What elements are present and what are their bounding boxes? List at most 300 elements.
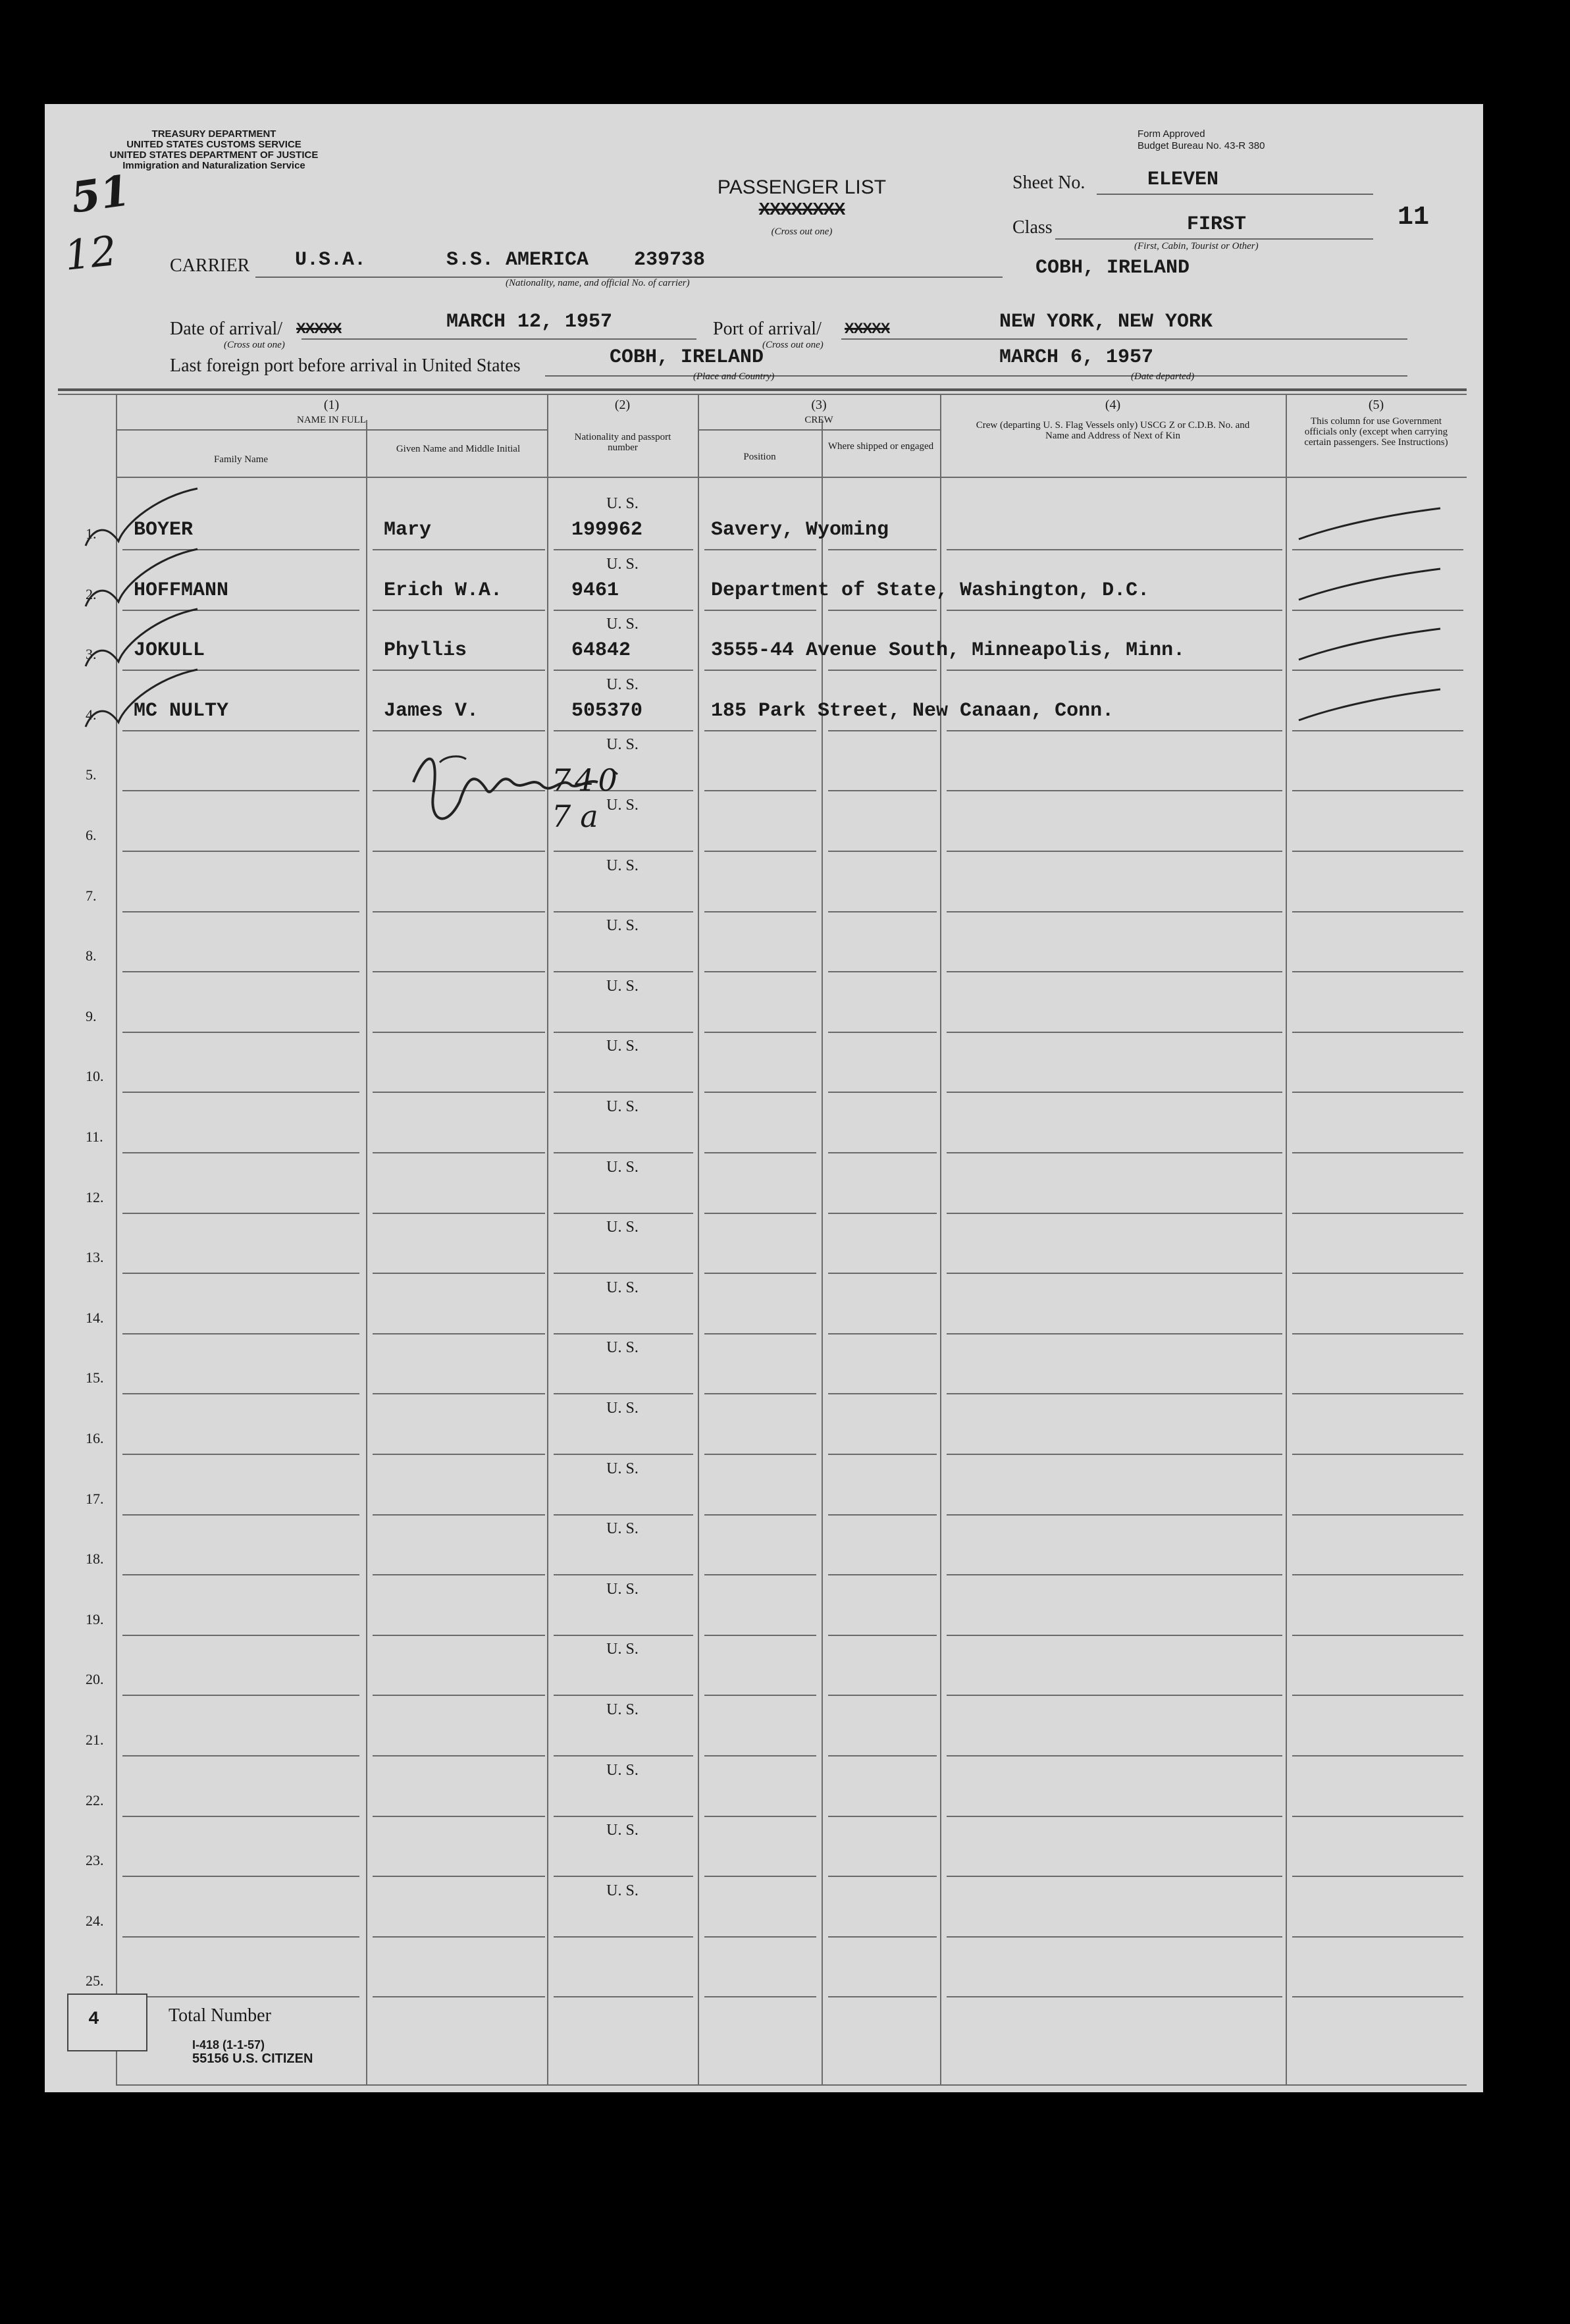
row-rule xyxy=(947,1032,1282,1033)
row-number: 4. xyxy=(86,706,97,723)
nationality: U. S. xyxy=(606,797,639,814)
row-number: 9. xyxy=(86,1008,97,1024)
row-rule xyxy=(828,1755,937,1756)
row-rule xyxy=(704,1333,816,1334)
col5-number: (5) xyxy=(1368,398,1384,412)
date-departed-value: MARCH 6, 1957 xyxy=(999,346,1154,369)
col5-title: This column for use Government officials only (except when carrying certain passengers. See Instructions) xyxy=(1304,416,1448,448)
col3-where-header: Where shipped or engaged xyxy=(827,441,934,452)
row-rule xyxy=(554,549,693,550)
row-rule xyxy=(1292,1393,1463,1394)
row-rule xyxy=(1292,1273,1463,1274)
row-number: 14. xyxy=(86,1309,104,1326)
row-rule xyxy=(373,1273,545,1274)
row-rule xyxy=(1292,1574,1463,1575)
class-underline xyxy=(1055,238,1373,240)
row-rule xyxy=(373,610,545,611)
agency-line: Immigration and Naturalization Service xyxy=(122,160,305,171)
carrier-nationality: U.S.A. xyxy=(295,249,367,271)
row-rule xyxy=(554,971,693,972)
arrival-hint: (Cross out one) xyxy=(224,340,285,350)
row-rule xyxy=(947,851,1282,852)
row-rule xyxy=(554,1032,693,1033)
header-bottom-rule xyxy=(116,477,1467,478)
row-rule xyxy=(1292,1092,1463,1093)
row-number: 5. xyxy=(86,766,97,783)
row-rule xyxy=(947,1936,1282,1938)
row-rule xyxy=(947,1092,1282,1093)
row-rule xyxy=(1292,730,1463,731)
row-rule xyxy=(828,1032,937,1033)
nationality: U. S. xyxy=(606,1339,639,1356)
row-rule xyxy=(373,1514,545,1516)
row-rule xyxy=(122,1454,359,1455)
row-rule xyxy=(373,1936,545,1938)
row-number: 12. xyxy=(86,1189,104,1205)
row-rule xyxy=(554,1393,693,1394)
sheet-underline xyxy=(1097,194,1373,195)
col2-number: (2) xyxy=(614,398,631,412)
row-rule xyxy=(828,1876,937,1877)
row-rule xyxy=(828,1816,937,1817)
handwritten-note-1: 740 xyxy=(552,762,621,798)
row-rule xyxy=(373,1092,545,1093)
handwritten-note-2: 7a xyxy=(552,799,608,834)
passport-number: 64842 xyxy=(571,639,631,662)
row-rule xyxy=(828,1273,937,1274)
row-rule xyxy=(947,670,1282,671)
address: Savery, Wyoming xyxy=(711,519,889,541)
sheet-label: Sheet No. xyxy=(1012,172,1086,193)
row-rule xyxy=(828,1393,937,1394)
row-rule xyxy=(947,1152,1282,1153)
row-rule xyxy=(828,1996,937,1997)
row-rule xyxy=(122,1514,359,1516)
nationality: U. S. xyxy=(606,1822,639,1839)
form-approved: Form Approved xyxy=(1138,128,1205,140)
agency-line: UNITED STATES CUSTOMS SERVICE xyxy=(126,139,301,150)
given-name: Mary xyxy=(384,519,432,541)
row-rule xyxy=(373,1755,545,1756)
row-rule xyxy=(554,1876,693,1877)
row-rule xyxy=(704,851,816,852)
passport-number: 505370 xyxy=(571,700,643,722)
row-number: 3. xyxy=(86,646,97,662)
arrival-struck: XXXXX xyxy=(296,320,342,336)
official-check-mark-icon xyxy=(1295,564,1447,610)
row-rule xyxy=(1292,1213,1463,1214)
nationality: U. S. xyxy=(606,1098,639,1115)
row-rule xyxy=(828,790,937,791)
row-rule xyxy=(554,1936,693,1938)
row-rule xyxy=(828,1574,937,1575)
row-rule xyxy=(373,1152,545,1153)
row-rule xyxy=(947,549,1282,550)
carrier-name: S.S. AMERICA xyxy=(446,249,589,271)
col3-number: (3) xyxy=(811,398,827,412)
row-rule xyxy=(828,549,937,550)
class-hint: (First, Cabin, Tourist or Other) xyxy=(1134,241,1259,251)
official-check-mark-icon xyxy=(1295,684,1447,730)
row-rule xyxy=(947,1816,1282,1817)
row-rule xyxy=(122,911,359,912)
row-rule xyxy=(828,670,937,671)
row-rule xyxy=(947,1514,1282,1516)
row-rule xyxy=(1292,1816,1463,1817)
row-rule xyxy=(704,1092,816,1093)
address: Department of State, Washington, D.C. xyxy=(711,579,1150,602)
row-number: 15. xyxy=(86,1369,104,1386)
nationality: U. S. xyxy=(606,1581,639,1598)
given-name: James V. xyxy=(384,700,479,722)
nationality: U. S. xyxy=(606,495,639,512)
row-rule xyxy=(554,1635,693,1636)
row-rule xyxy=(122,790,359,791)
port-hint: (Cross out one) xyxy=(762,340,824,350)
col1-family-header: Family Name xyxy=(213,454,269,465)
row-rule xyxy=(1292,1152,1463,1153)
row-number: 1. xyxy=(86,525,97,542)
row-rule xyxy=(122,1695,359,1696)
nationality: U. S. xyxy=(606,917,639,934)
row-rule xyxy=(122,1213,359,1214)
row-number: 20. xyxy=(86,1671,104,1687)
official-check-mark-icon xyxy=(1295,503,1447,549)
last-port-underline xyxy=(545,375,1407,377)
row-rule xyxy=(704,1695,816,1696)
row-rule xyxy=(828,1454,937,1455)
row-rule xyxy=(122,971,359,972)
nationality: U. S. xyxy=(606,1520,639,1537)
row-rule xyxy=(554,610,693,611)
row-rule xyxy=(554,1755,693,1756)
row-rule xyxy=(1292,911,1463,912)
row-rule xyxy=(1292,1514,1463,1516)
row-rule xyxy=(947,790,1282,791)
passenger-list-form xyxy=(45,104,1483,2092)
arrival-underline xyxy=(301,338,696,340)
row-rule xyxy=(554,1996,693,1997)
col1-title: NAME IN FULL xyxy=(297,415,366,425)
row-rule xyxy=(704,1936,816,1938)
row-rule xyxy=(704,1273,816,1274)
row-rule xyxy=(122,1816,359,1817)
row-rule xyxy=(373,1333,545,1334)
agency-block xyxy=(59,129,369,171)
row-rule xyxy=(554,670,693,671)
col1-given-header: Given Name and Middle Initial xyxy=(396,444,521,454)
row-rule xyxy=(1292,1876,1463,1877)
row-rule xyxy=(947,1996,1282,1997)
row-rule xyxy=(828,1514,937,1516)
last-port-label: Last foreign port before arrival in United States xyxy=(170,356,521,376)
row-rule xyxy=(1292,1635,1463,1636)
date-departed-hint: (Date departed) xyxy=(1131,371,1195,382)
row-rule xyxy=(947,1393,1282,1394)
family-name: JOKULL xyxy=(134,639,205,662)
row-rule xyxy=(373,1032,545,1033)
row-number: 19. xyxy=(86,1611,104,1627)
family-name: BOYER xyxy=(134,519,194,541)
row-rule xyxy=(122,1393,359,1394)
row-rule xyxy=(1292,610,1463,611)
row-number: 10. xyxy=(86,1068,104,1084)
row-rule xyxy=(1292,971,1463,972)
col-line xyxy=(698,394,699,2086)
row-rule xyxy=(554,1816,693,1817)
row-rule xyxy=(947,610,1282,611)
family-name: MC NULTY xyxy=(134,700,229,722)
page-number: 11 xyxy=(1398,203,1430,232)
row-rule xyxy=(1292,1454,1463,1455)
row-rule xyxy=(122,1996,359,1997)
row-rule xyxy=(947,1213,1282,1214)
row-rule xyxy=(122,1092,359,1093)
row-rule xyxy=(704,790,816,791)
col-line xyxy=(1286,394,1287,2086)
col3-position-header: Position xyxy=(743,452,776,462)
row-rule xyxy=(828,851,937,852)
row-rule xyxy=(828,1092,937,1093)
row-rule xyxy=(1292,1936,1463,1938)
row-number: 8. xyxy=(86,947,97,964)
row-rule xyxy=(122,1032,359,1033)
row-rule xyxy=(1292,1032,1463,1033)
passport-number: 199962 xyxy=(571,519,643,541)
row-rule xyxy=(947,1755,1282,1756)
cross-out-hint: (Cross out one) xyxy=(771,226,833,237)
row-rule xyxy=(554,1152,693,1153)
nationality: U. S. xyxy=(606,1701,639,1718)
row-number: 2. xyxy=(86,586,97,602)
nationality: U. S. xyxy=(606,676,639,693)
row-rule xyxy=(704,1032,816,1033)
row-rule xyxy=(1292,670,1463,671)
row-rule xyxy=(828,610,937,611)
row-rule xyxy=(704,1996,816,1997)
col3-title: CREW xyxy=(804,415,833,425)
row-rule xyxy=(828,1213,937,1214)
total-number-label: Total Number xyxy=(169,2005,271,2026)
form-id: I-418 (1-1-57) xyxy=(192,2038,265,2051)
row-rule xyxy=(704,1213,816,1214)
row-rule xyxy=(373,1876,545,1877)
row-rule xyxy=(828,1695,937,1696)
row-rule xyxy=(373,1574,545,1575)
row-rule xyxy=(122,1755,359,1756)
arrival-label: Date of arrival/ xyxy=(170,319,283,339)
row-rule xyxy=(373,549,545,550)
row-rule xyxy=(373,1213,545,1214)
nationality: U. S. xyxy=(606,616,639,633)
last-port-value: COBH, IRELAND xyxy=(610,346,764,369)
row-number: 24. xyxy=(86,1913,104,1929)
row-rule xyxy=(704,911,816,912)
row-rule xyxy=(373,1996,545,1997)
row-number: 17. xyxy=(86,1491,104,1507)
row-rule xyxy=(122,1876,359,1877)
class-label: Class xyxy=(1012,217,1053,238)
row-rule xyxy=(704,1574,816,1575)
row-rule xyxy=(828,1152,937,1153)
nationality: U. S. xyxy=(606,1641,639,1658)
row-rule xyxy=(554,1454,693,1455)
row-rule xyxy=(554,1514,693,1516)
row-rule xyxy=(554,1333,693,1334)
agency-line: UNITED STATES DEPARTMENT OF JUSTICE xyxy=(109,149,319,161)
row-rule xyxy=(1292,549,1463,550)
row-rule xyxy=(947,1273,1282,1274)
table-bottom-rule xyxy=(116,2084,1467,2086)
nationality: U. S. xyxy=(606,556,639,573)
nationality: U. S. xyxy=(606,1279,639,1296)
nationality: U. S. xyxy=(606,1038,639,1055)
row-number: 11. xyxy=(86,1128,103,1145)
col-line xyxy=(822,420,823,2086)
row-rule xyxy=(947,911,1282,912)
row-rule xyxy=(828,1635,937,1636)
row-rule xyxy=(704,1393,816,1394)
row-rule xyxy=(1292,1333,1463,1334)
nationality: U. S. xyxy=(606,857,639,874)
row-rule xyxy=(373,971,545,972)
class-value: FIRST xyxy=(1187,213,1247,236)
row-rule xyxy=(704,670,816,671)
row-rule xyxy=(704,549,816,550)
row-rule xyxy=(704,1816,816,1817)
struck-word: XXXXXXXX xyxy=(758,199,845,219)
row-rule xyxy=(122,1152,359,1153)
row-rule xyxy=(1292,790,1463,791)
row-rule xyxy=(828,730,937,731)
row-number: 18. xyxy=(86,1550,104,1567)
col-line xyxy=(366,420,367,2086)
row-rule xyxy=(122,1333,359,1334)
nationality: U. S. xyxy=(606,1882,639,1899)
col1-number: (1) xyxy=(323,398,340,412)
row-rule xyxy=(947,1635,1282,1636)
row-rule xyxy=(947,971,1282,972)
port-label: Port of arrival/ xyxy=(713,319,822,339)
row-rule xyxy=(122,1273,359,1274)
nationality: U. S. xyxy=(606,1219,639,1236)
carrier-hint: (Nationality, name, and official No. of carrier) xyxy=(506,278,690,288)
row-rule xyxy=(704,730,816,731)
row-number: 23. xyxy=(86,1852,104,1868)
port-struck: XXXXX xyxy=(845,320,890,336)
row-rule xyxy=(704,971,816,972)
row-rule xyxy=(704,1876,816,1877)
check-mark-icon xyxy=(79,664,204,737)
row-rule xyxy=(828,911,937,912)
form-code: 55156 U.S. CITIZEN xyxy=(192,2051,313,2066)
row-rule xyxy=(122,1936,359,1938)
row-rule xyxy=(122,1635,359,1636)
row-rule xyxy=(373,1816,545,1817)
nationality: U. S. xyxy=(606,1400,639,1417)
nationality: U. S. xyxy=(606,1460,639,1477)
row-rule xyxy=(1292,851,1463,852)
row-number: 25. xyxy=(86,1972,104,1989)
row-rule xyxy=(947,1876,1282,1877)
nationality: U. S. xyxy=(606,978,639,995)
budget-bureau: Budget Bureau No. 43-R 380 xyxy=(1138,140,1265,151)
header-subrule xyxy=(116,429,547,431)
row-rule xyxy=(704,610,816,611)
family-name: HOFFMANN xyxy=(134,579,229,602)
row-rule xyxy=(373,1635,545,1636)
carrier-port: COBH, IRELAND xyxy=(1035,257,1190,279)
port-value: NEW YORK, NEW YORK xyxy=(999,311,1213,333)
total-number-box xyxy=(67,1994,147,2051)
table-top-rule xyxy=(58,388,1467,391)
corner-mark-1: 51 xyxy=(68,166,133,223)
nationality: U. S. xyxy=(606,736,639,753)
total-number-value: 4 xyxy=(88,2009,99,2030)
sheet-value: ELEVEN xyxy=(1147,169,1219,191)
row-rule xyxy=(947,1574,1282,1575)
row-rule xyxy=(373,1393,545,1394)
address: 185 Park Street, New Canaan, Conn. xyxy=(711,700,1114,722)
col4-title: Crew (departing U. S. Flag Vessels only) USCG Z or C.D.B. No. and Name and Address of Next of Kin xyxy=(976,420,1250,441)
row-rule xyxy=(554,1273,693,1274)
row-number: 6. xyxy=(86,827,97,843)
row-number: 13. xyxy=(86,1249,104,1265)
arrival-value: MARCH 12, 1957 xyxy=(446,311,613,333)
row-rule xyxy=(554,1695,693,1696)
nationality: U. S. xyxy=(606,1762,639,1779)
row-number: 21. xyxy=(86,1731,104,1748)
row-rule xyxy=(554,1213,693,1214)
address: 3555-44 Avenue South, Minneapolis, Minn. xyxy=(711,639,1186,662)
row-rule xyxy=(373,670,545,671)
row-number: 7. xyxy=(86,887,97,904)
row-rule xyxy=(554,1574,693,1575)
form-title: PASSENGER LIST xyxy=(717,176,887,198)
table-top-rule-2 xyxy=(58,394,1467,395)
row-rule xyxy=(1292,1996,1463,1997)
row-rule xyxy=(828,971,937,972)
agency-line: TREASURY DEPARTMENT xyxy=(151,128,276,140)
row-rule xyxy=(704,1514,816,1516)
header-subrule xyxy=(698,429,940,431)
row-rule xyxy=(373,1695,545,1696)
row-rule xyxy=(704,1755,816,1756)
carrier-number: 239738 xyxy=(634,249,706,271)
passport-number: 9461 xyxy=(571,579,619,602)
given-name: Erich W.A. xyxy=(384,579,503,602)
row-rule xyxy=(122,851,359,852)
col2-title: Nationality and passport number xyxy=(574,432,671,453)
official-check-mark-icon xyxy=(1295,623,1447,670)
last-port-hint: (Place and Country) xyxy=(693,371,775,382)
nationality: U. S. xyxy=(606,1159,639,1176)
row-rule xyxy=(704,1635,816,1636)
row-rule xyxy=(1292,1755,1463,1756)
row-rule xyxy=(947,1333,1282,1334)
row-rule xyxy=(828,1333,937,1334)
row-number: 22. xyxy=(86,1792,104,1809)
row-rule xyxy=(947,1454,1282,1455)
row-rule xyxy=(554,1092,693,1093)
row-rule xyxy=(704,1454,816,1455)
row-rule xyxy=(373,1454,545,1455)
corner-mark-2: 12 xyxy=(62,226,119,280)
carrier-label: CARRIER xyxy=(170,255,250,276)
row-rule xyxy=(947,730,1282,731)
row-rule xyxy=(704,1152,816,1153)
row-rule xyxy=(122,1574,359,1575)
